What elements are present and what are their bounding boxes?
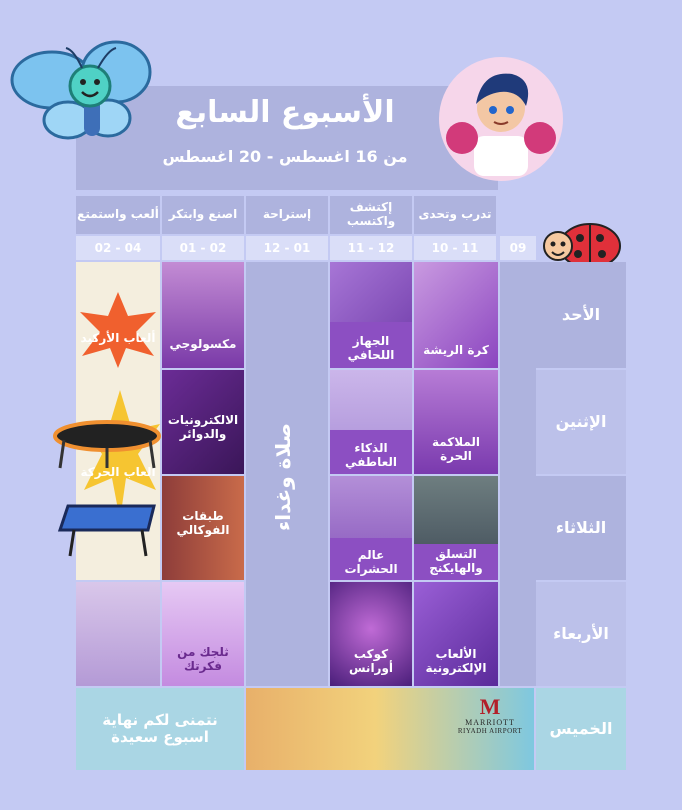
column-header-discover: إكتشف واكتسب [330, 196, 412, 234]
page-subtitle: من 16 اغسطس - 20 اغسطس [162, 147, 408, 166]
trampoline-icon [52, 418, 162, 470]
activity-insects [330, 476, 412, 580]
time-start: 09 [500, 236, 536, 260]
page-title: الأسبوع السابع [175, 95, 395, 130]
marriott-logo-icon: M MARRIOTT RIYADH AIRPORT [448, 696, 532, 744]
column-header-break: إستراحة [246, 196, 328, 234]
activity-label: الملاكمة الحرة [431, 435, 481, 464]
activity-water-slide [76, 582, 160, 686]
activity-esports [414, 582, 498, 686]
activity-label: عالم الحشرات [330, 538, 412, 580]
time-discover: 11 - 12 [330, 236, 412, 260]
activity-label: التسلق والهايكنج [414, 544, 498, 580]
air-hockey-table-icon [54, 500, 162, 558]
day-monday: الإثنين [536, 370, 626, 474]
time-create: 01 - 02 [162, 236, 244, 260]
activity-label: كرة الريشة [423, 343, 489, 358]
thursday-message: نتمنى لكم نهاية اسبوع سعيدة [76, 688, 244, 770]
time-train: 10 - 11 [414, 236, 496, 260]
butterfly-icon [4, 22, 154, 152]
day-tuesday: الثلاثاء [536, 476, 626, 580]
activity-label: ألعاب الأركيد [80, 331, 156, 345]
time-play: 02 - 04 [76, 236, 160, 260]
activity-vocal-layers [162, 476, 244, 580]
column-header-create: اصنع وابتكر [162, 196, 244, 234]
activity-uranus [330, 582, 412, 686]
activity-label: ثلجك من فكرتك [177, 645, 229, 674]
activity-badminton [414, 262, 498, 368]
day-thursday: الخميس [536, 688, 626, 770]
star-burst-icon [76, 292, 160, 368]
activity-mixology [162, 262, 244, 368]
activity-emotional-intelligence [330, 370, 412, 474]
break-label: صلاة وغداء [271, 423, 295, 532]
activity-label: الجهاز اللحافي [330, 322, 412, 368]
day-wednesday: الأربعاء [536, 582, 626, 686]
activity-climbing [414, 476, 498, 580]
side-strip [500, 262, 536, 686]
activity-arcade [76, 262, 160, 370]
activity-ice-idea [162, 582, 244, 686]
sponsor-location: RIYADH AIRPORT [457, 727, 523, 735]
activity-label: مكسولوجي [169, 337, 237, 352]
activity-electronics [162, 370, 244, 474]
activity-label: كوكب أورانس [348, 647, 394, 676]
activity-label: ألعاب الحركة [80, 465, 156, 479]
time-break: 12 - 01 [246, 236, 328, 260]
activity-label: الألعاب الإلكترونية [425, 647, 487, 676]
activity-label: طبقات الفوكالي [176, 509, 230, 538]
boxer-avatar-icon [438, 56, 564, 182]
activity-label: الالكترونيات والدوائر [167, 413, 239, 442]
activity-digestive-system [330, 262, 412, 368]
day-sunday: الأحد [536, 262, 626, 368]
column-header-train: تدرب وتحدى [414, 196, 496, 234]
column-header-play: ألعب واستمتع [76, 196, 160, 234]
sponsor-brand: MARRIOTT [465, 718, 515, 727]
activity-label: الذكاء العاطفي [330, 430, 412, 474]
activity-boxing [414, 370, 498, 474]
